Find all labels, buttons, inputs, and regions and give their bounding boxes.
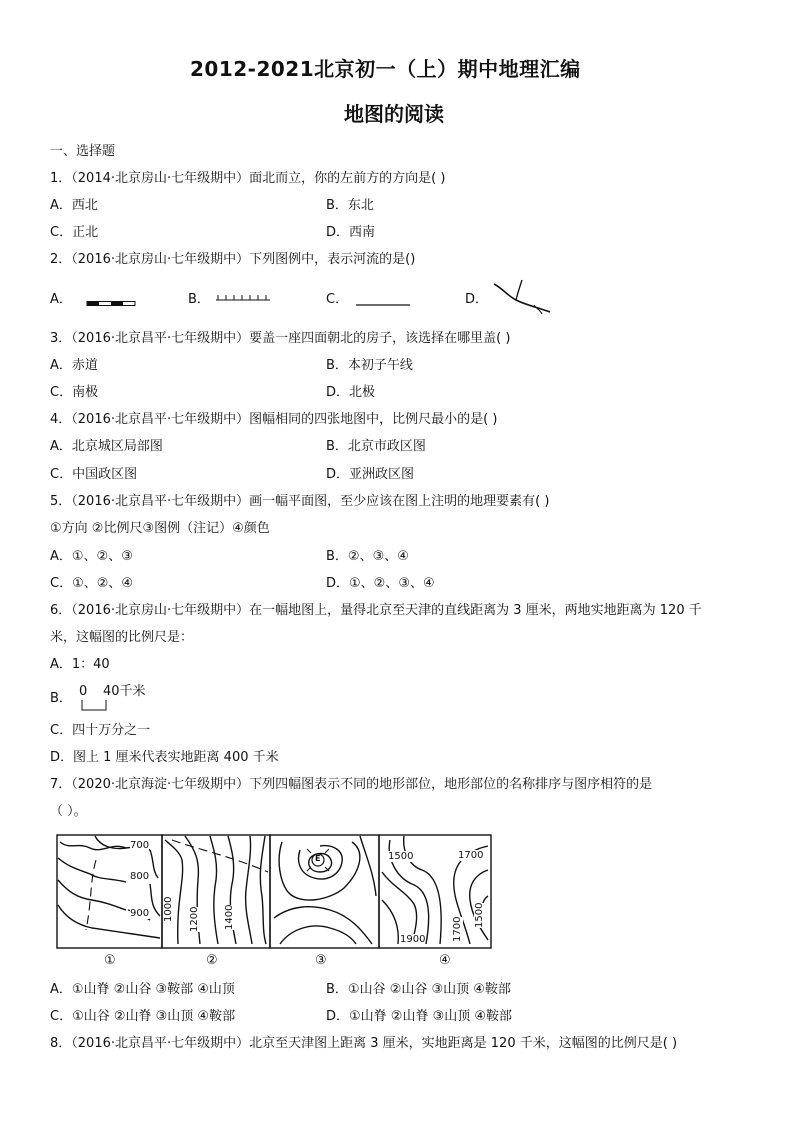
question-5-stem: 5．（2016·北京昌平·七年级期中）画一幅平面图，至少应该在图上注明的地理要素有( ) (50, 494, 550, 509)
panel-label-2: ② (206, 953, 218, 968)
question-8-stem: 8．（2016·北京昌平·七年级期中）北京至天津图上距离 3 厘米，实地距离是 120 千米，这幅图的比例尺是( ) (50, 1036, 678, 1051)
q4-option-b[interactable]: B．北京市政区图 (326, 439, 426, 454)
q1-option-a[interactable]: A．西北 (50, 198, 98, 213)
contour-label-1200: 1200 (189, 906, 200, 932)
q3-option-a[interactable]: A．赤道 (50, 358, 98, 373)
question-6-stem-cont: 米，这幅图的比例尺是： (50, 630, 194, 645)
question-5-elements: ①方向 ②比例尺③图例（注记）④颜色 (50, 521, 270, 536)
q4-option-c[interactable]: C．中国政区图 (50, 467, 138, 482)
q7-option-b[interactable]: B．①山谷 ②山谷 ③山顶 ④鞍部 (326, 982, 511, 997)
q3-option-b[interactable]: B．本初子午线 (326, 358, 413, 373)
q5-option-b[interactable]: B．②、③、④ (326, 549, 409, 564)
panel-label-3: ③ (315, 953, 327, 968)
q2-option-d[interactable]: D． (465, 292, 489, 307)
q6-option-b[interactable]: B． (50, 691, 72, 706)
q3-option-c[interactable]: C．南极 (50, 385, 99, 400)
contour-label-800: 800 (130, 871, 150, 882)
q2-option-c[interactable]: C． (326, 292, 349, 307)
q7-option-a[interactable]: A．①山脊 ②山谷 ③鞍部 ④山顶 (50, 982, 235, 997)
panel-label-4: ④ (439, 953, 451, 968)
q4-option-d[interactable]: D．亚洲政区图 (326, 467, 415, 482)
panel-label-1: ① (104, 953, 116, 968)
summit-label: E (315, 854, 321, 863)
contour-label-1700-side: 1700 (452, 916, 463, 942)
section-heading: 一、选择题 (50, 144, 116, 159)
contour-label-1500-side: 1500 (474, 902, 485, 928)
q5-option-d[interactable]: D．①、②、③、④ (326, 576, 435, 591)
q5-option-c[interactable]: C．①、②、④ (50, 576, 134, 591)
question-3-stem: 3．（2016·北京昌平·七年级期中）要盖一座四面朝北的房子，该选择在哪里盖( ) (50, 331, 511, 346)
q1-option-d[interactable]: D．西南 (326, 225, 376, 240)
scale-zero-label: 0 (79, 684, 88, 699)
q7-option-c[interactable]: C．①山谷 ②山脊 ③山顶 ④鞍部 (50, 1009, 236, 1024)
q5-option-a[interactable]: A．①、②、③ (50, 549, 133, 564)
page-title: 2012-2021北京初一（上）期中地理汇编 (190, 57, 581, 81)
question-2-stem: 2．（2016·北京房山·七年级期中）下列图例中，表示河流的是() (50, 252, 416, 267)
question-7-stem: 7．（2020·北京海淀·七年级期中）下列四幅图表示不同的地形部位，地形部位的名称排序与图序相符的是 (50, 777, 653, 792)
q7-option-d[interactable]: D．①山脊 ②山脊 ③山顶 ④鞍部 (326, 1009, 513, 1024)
contour-label-700: 700 (130, 840, 150, 851)
q4-option-a[interactable]: A．北京城区局部图 (50, 439, 163, 454)
q6-option-d[interactable]: D．图上 1 厘米代表实地距离 400 千米 (50, 750, 279, 765)
q6-option-c[interactable]: C．四十万分之一 (50, 723, 151, 738)
contour-label-1900: 1900 (400, 934, 426, 945)
q1-option-b[interactable]: B．东北 (326, 198, 374, 213)
page-subtitle: 地图的阅读 (344, 102, 444, 126)
contour-label-1700-top: 1700 (458, 850, 484, 861)
scale-distance-label: 40千米 (103, 684, 146, 699)
q1-option-c[interactable]: C．正北 (50, 225, 99, 240)
q2-option-b[interactable]: B． (188, 292, 210, 307)
question-1-stem: 1．（2014·北京房山·七年级期中）面北而立，你的左前方的方向是( ) (50, 171, 446, 186)
contour-label-1400: 1400 (224, 904, 235, 930)
q6-option-a[interactable]: A．1：40 (50, 657, 110, 672)
question-4-stem: 4．（2016·北京昌平·七年级期中）图幅相同的四张地图中，比例尺最小的是( ) (50, 412, 498, 427)
q3-option-d[interactable]: D．北极 (326, 385, 376, 400)
question-7-stem-cont: （ ）。 (50, 804, 87, 819)
question-6-stem: 6．（2016·北京房山·七年级期中）在一幅地图上，量得北京至天津的直线距离为 3 厘米，两地实地距离为 120 千 (50, 603, 702, 618)
contour-label-900: 900 (130, 908, 150, 919)
contour-label-1500-top: 1500 (388, 851, 414, 862)
q2-option-a[interactable]: A． (50, 292, 72, 307)
contour-label-1000: 1000 (163, 896, 174, 922)
